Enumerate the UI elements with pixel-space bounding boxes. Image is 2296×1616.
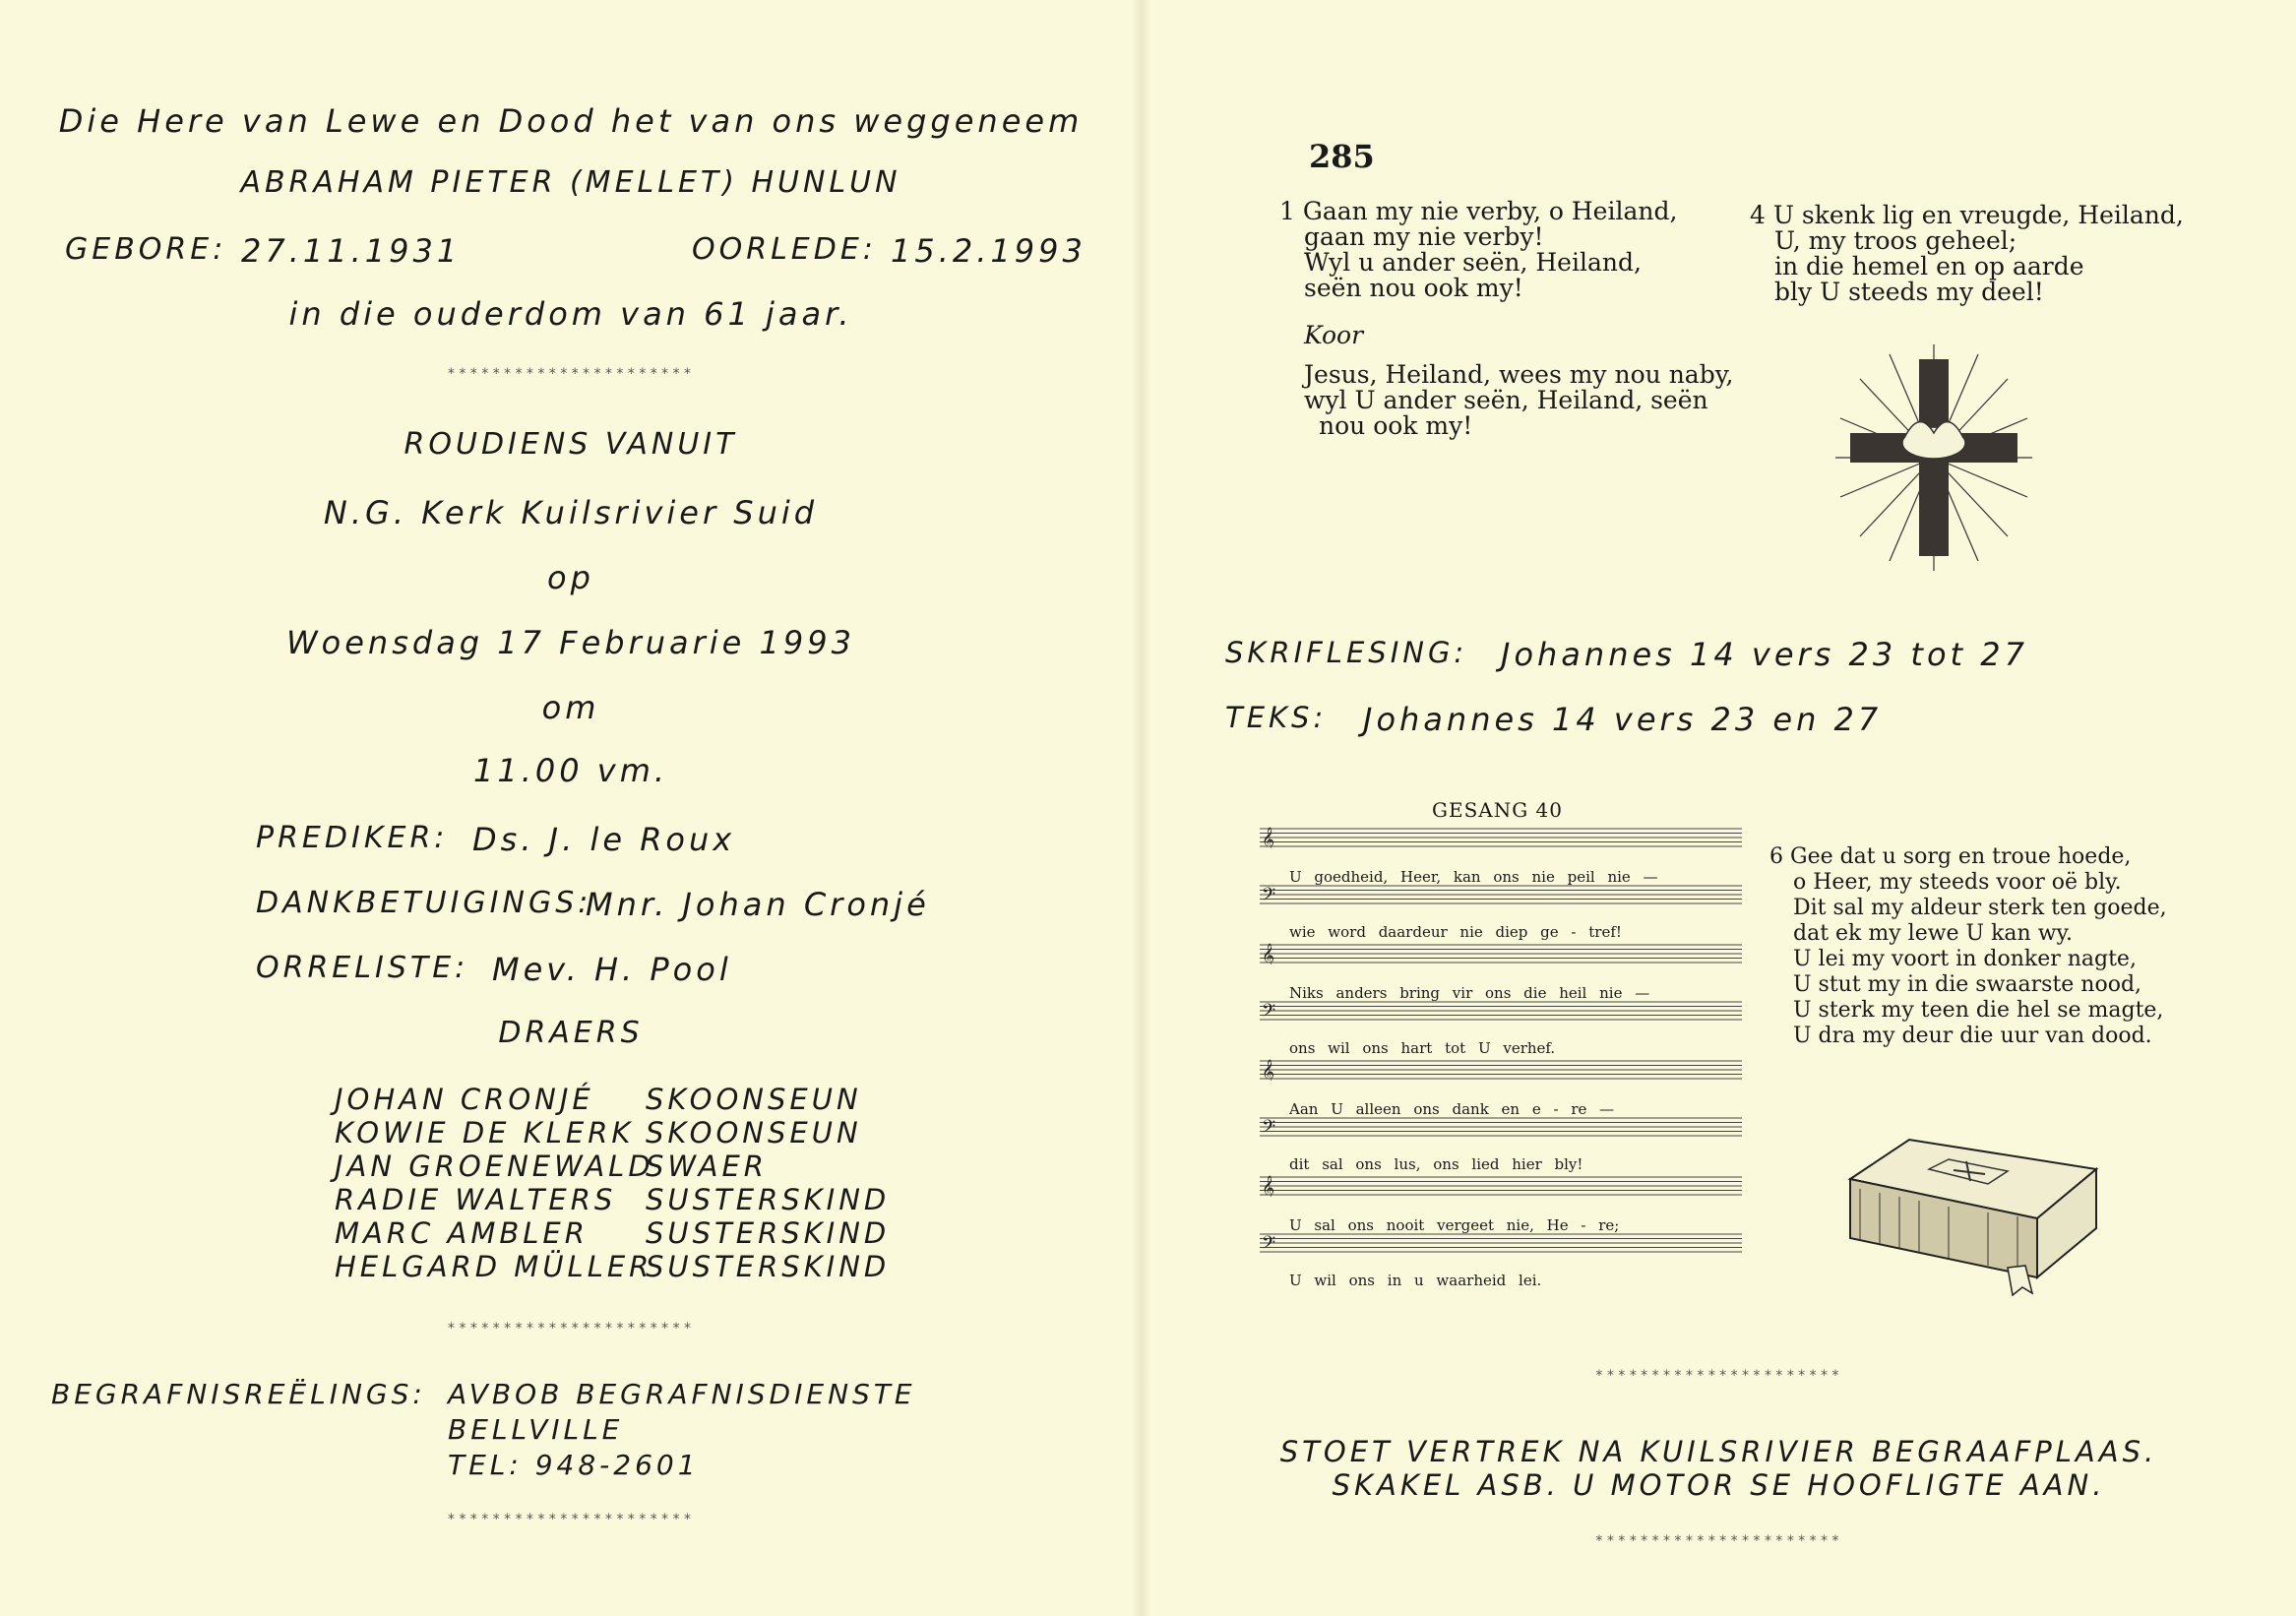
reading-text: Johannes 14 vers 23 tot 27 [1501, 636, 2028, 673]
music-staff [1260, 943, 1742, 964]
chorus-line: nou ook my! [1319, 411, 1473, 440]
music-lyric: ons wil ons hart tot U verhef. [1289, 1039, 1556, 1057]
left-page [0, 0, 1142, 1616]
divider-stars-1: ********************** [447, 366, 695, 382]
bearer-relation: SUSTERSKIND [646, 1216, 891, 1250]
music-lyric: dit sal ons lus, ons lied hier bly! [1289, 1155, 1583, 1173]
bearer-relation: SKOONSEUN [646, 1116, 862, 1150]
svg-text:𝄞: 𝄞 [1262, 944, 1275, 964]
bearer-relation: SKOONSEUN [646, 1083, 862, 1116]
music-staff [1260, 1232, 1742, 1254]
text-reference: Johannes 14 vers 23 en 27 [1363, 701, 1883, 738]
divider-stars-5: ********************** [1594, 1533, 1843, 1549]
music-staff [1260, 1175, 1742, 1197]
thanks-label: DANKBETUIGINGS: [256, 886, 592, 920]
age-line: in die ouderdom van 61 jaar. [288, 295, 853, 333]
verse-1-line: 1 Gaan my nie verby, o Heiland, [1279, 197, 1678, 225]
reading-label: SKRIFLESING: [1225, 636, 1468, 669]
chorus-line: wyl U ander seën, Heiland, seën [1304, 386, 1708, 414]
verse-4-line: 4 U skenk lig en vreugde, Heiland, [1750, 201, 2184, 229]
bearer-relation: SUSTERSKIND [646, 1183, 891, 1216]
preacher-label: PREDIKER: [256, 821, 449, 855]
music-lyric: U goedheid, Heer, kan ons nie peil nie — [1289, 868, 1658, 886]
music-staff [1260, 1059, 1742, 1081]
music-lyric: U wil ons in u waarheid lei. [1289, 1272, 1542, 1289]
gesang-title: GESANG 40 [1432, 798, 1564, 822]
organist-label: ORRELISTE: [256, 951, 469, 985]
service-title: ROUDIENS VANUIT [403, 427, 738, 462]
verse-6-line: U sterk my teen die hel se magte, [1793, 998, 2164, 1023]
verse-6-line: U lei my voort in donker nagte, [1793, 947, 2137, 971]
svg-text:𝄞: 𝄞 [1262, 1060, 1275, 1081]
music-staff [1260, 1000, 1742, 1022]
verse-6-line: U dra my deur die uur van dood. [1793, 1024, 2152, 1048]
music-lyric: Niks anders bring vir ons die heil nie — [1289, 984, 1650, 1002]
hymn-number: 285 [1309, 138, 1375, 175]
born-date: 27.11.1931 [241, 232, 462, 270]
arrangements-label: BEGRAFNISREËLINGS: [51, 1378, 426, 1410]
bearer-name: MARC AMBLER [335, 1216, 589, 1250]
verse-1-line: seën nou ook my! [1304, 274, 1523, 302]
verse-4-line: in die hemel en op aarde [1774, 252, 2084, 280]
deceased-name: ABRAHAM PIETER (MELLET) HUNLUN [240, 165, 901, 200]
svg-text:𝄢: 𝄢 [1262, 885, 1276, 905]
bearer-name: JOHAN CRONJÉ [335, 1083, 594, 1116]
svg-text:𝄢: 𝄢 [1262, 1001, 1276, 1022]
bearer-name: RADIE WALTERS [335, 1183, 617, 1216]
thanks-name: Mnr. Johan Cronjé [586, 886, 930, 923]
bearer-name: KOWIE DE KLERK [335, 1116, 635, 1150]
music-staff [1260, 884, 1742, 905]
sheet-music [1260, 827, 1742, 1299]
verse-6-line: o Heer, my steeds voor oë bly. [1793, 870, 2122, 895]
bearers-title: DRAERS [498, 1016, 644, 1050]
music-staff [1260, 1116, 1742, 1138]
arrangements-line-2: BELLVILLE [448, 1413, 624, 1446]
svg-text:𝄢: 𝄢 [1262, 1233, 1276, 1254]
chorus-label: Koor [1304, 321, 1364, 349]
born-label: GEBORE: [65, 232, 227, 267]
svg-text:𝄢: 𝄢 [1262, 1117, 1276, 1138]
preacher-name: Ds. J. le Roux [472, 821, 736, 858]
on-word: op [547, 559, 594, 596]
divider-stars-2: ********************** [447, 1321, 695, 1336]
verse-6-line: Dit sal my aldeur sterk ten goede, [1793, 896, 2167, 920]
svg-text:𝄞: 𝄞 [1262, 828, 1275, 848]
died-date: 15.2.1993 [891, 232, 1086, 270]
died-label: OORLEDE: [692, 232, 877, 267]
arrangements-line-3: TEL: 948-2601 [448, 1449, 700, 1481]
verse-6-line: U stut my in die swaarste nood, [1793, 972, 2142, 997]
at-word: om [541, 689, 600, 726]
music-lyric: wie word daardeur nie diep ge - tref! [1289, 923, 1622, 941]
verse-1-line: Wyl u ander seën, Heiland, [1304, 248, 1642, 277]
organist-name: Mev. H. Pool [492, 951, 732, 988]
bearer-relation: SUSTERSKIND [646, 1250, 891, 1283]
verse-4-line: U, my troos geheel; [1774, 226, 2017, 255]
verse-4-line: bly U steeds my deel! [1774, 278, 2044, 306]
closing-line-1: STOET VERTREK NA KUILSRIVIER BEGRAAFPLAAS. [1279, 1435, 2158, 1468]
service-date: Woensdag 17 Februarie 1993 [286, 624, 855, 661]
church-name: N.G. Kerk Kuilsrivier Suid [323, 494, 819, 531]
closing-line-2: SKAKEL ASB. U MOTOR SE HOOFLIGTE AAN. [1332, 1468, 2106, 1502]
svg-text:𝄞: 𝄞 [1262, 1176, 1275, 1197]
verse-1-line: gaan my nie verby! [1304, 222, 1544, 251]
service-time: 11.00 vm. [472, 752, 669, 789]
chorus-line: Jesus, Heiland, wees my nou naby, [1304, 360, 1734, 389]
music-staff [1260, 827, 1742, 848]
music-lyric: U sal ons nooit vergeet nie, He - re; [1289, 1216, 1620, 1234]
bearer-name: HELGARD MÜLLER [335, 1250, 653, 1283]
verse-6-line: dat ek my lewe U kan wy. [1793, 921, 2074, 946]
bearer-name: JAN GROENEWALD [335, 1150, 654, 1183]
divider-stars-4: ********************** [1594, 1368, 1843, 1384]
bearer-relation: SWAER [646, 1150, 768, 1183]
music-lyric: Aan U alleen ons dank en e - re — [1289, 1100, 1615, 1118]
arrangements-line-1: AVBOB BEGRAFNISDIENSTE [448, 1378, 916, 1410]
verse-6-line: 6 Gee dat u sorg en troue hoede, [1769, 844, 2132, 869]
text-label: TEKS: [1225, 701, 1328, 734]
divider-stars-3: ********************** [447, 1512, 695, 1527]
intro-line: Die Here van Lewe en Dood het van ons weggeneem [58, 102, 1084, 140]
bible-icon [1840, 1130, 2106, 1297]
cross-dove-icon [1831, 340, 2037, 576]
